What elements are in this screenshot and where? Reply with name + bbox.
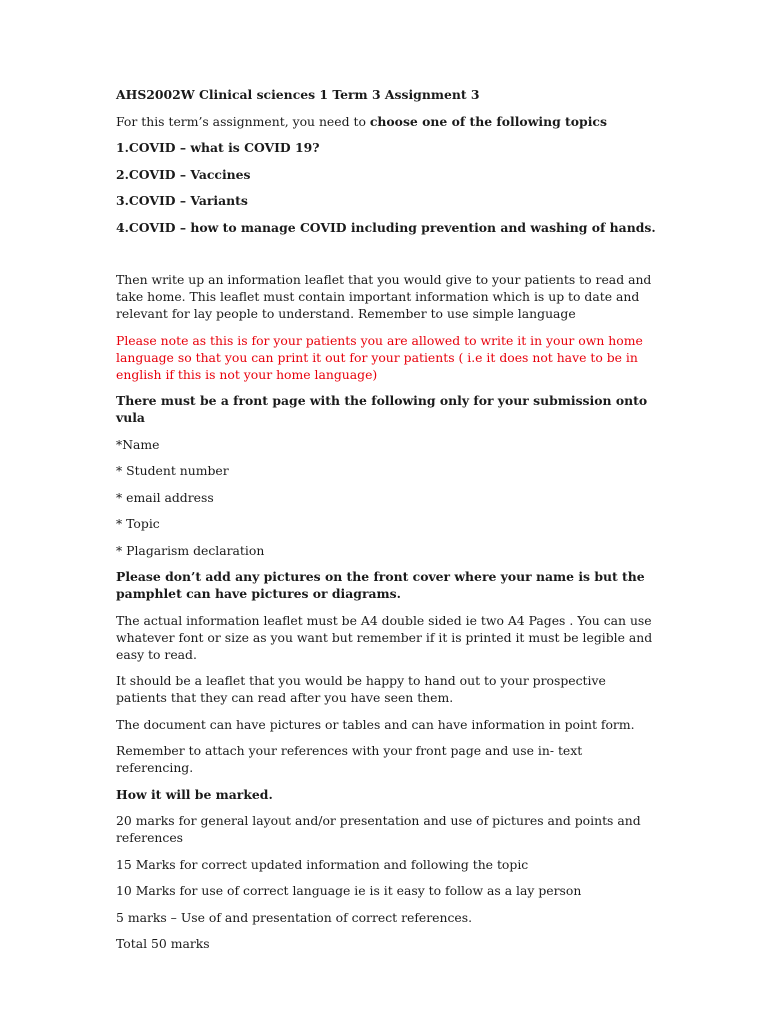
marking-item: 20 marks for general layout and/or presentation and use of pictures and points and references bbox=[116, 813, 641, 845]
format-note: The actual information leaflet must be A4 double sided ie two A4 Pages . You can use whatever font or size as you want but remember if it is printed it must be legible and easy to read. bbox=[116, 612, 653, 662]
document-page bbox=[116, 86, 656, 962]
intro-paragraph bbox=[116, 113, 656, 130]
references-note: Remember to attach your references with your front page and use in- text referencing. bbox=[116, 743, 583, 775]
topic-item: 2.COVID – Vaccines bbox=[116, 166, 251, 182]
pictures-note: Please don’t add any pictures on the front cover where your name is but the pamphlet can have pictures or diagrams. bbox=[116, 569, 645, 601]
document-title: AHS2002W Clinical sciences 1 Term 3 Assignment 3 bbox=[116, 87, 480, 102]
topic-item: 3.COVID – Variants bbox=[116, 193, 248, 208]
front-page-item: *Name bbox=[116, 436, 160, 452]
total-marks: Total 50 marks bbox=[116, 936, 210, 951]
leaflet-instructions: Then write up an information leaflet that you would give to your patients to read and take home. This leaflet must contain important information which is up to date and relevant for lay people to understand. Remember to use simple language bbox=[116, 272, 652, 321]
marking-item: 15 Marks for correct updated information and following the topic bbox=[116, 856, 529, 872]
marking-item: 5 marks – Use of and presentation of correct references. bbox=[116, 909, 473, 925]
front-page-heading: There must be a front page with the following only for your submission onto vula bbox=[116, 393, 648, 425]
content-note: The document can have pictures or tables and can have information in point form. bbox=[116, 716, 635, 732]
topic-item: 4.COVID – how to manage COVID including prevention and washing of hands. bbox=[116, 219, 656, 235]
topic-item: 1.COVID – what is COVID 19? bbox=[116, 140, 320, 155]
intro-text: For this term’s assignment, you need to bbox=[116, 113, 370, 129]
front-page-item: * Student number bbox=[116, 463, 229, 478]
marking-item: 10 Marks for use of correct language ie is it easy to follow as a lay person bbox=[116, 883, 582, 898]
language-note: Please note as this is for your patients you are allowed to write it in your own home language so that you can print it out for your patients ( i.e it does not have to be in english if this is not your home language) bbox=[116, 332, 643, 382]
intro-emphasis: choose one of the following topics bbox=[369, 113, 607, 129]
front-page-item: * Topic bbox=[116, 516, 160, 531]
front-page-item: * Plagarism declaration bbox=[116, 542, 265, 558]
marking-heading: How it will be marked. bbox=[116, 786, 273, 802]
blank-line bbox=[116, 245, 656, 271]
handout-note: It should be a leaflet that you would be happy to hand out to your prospective patients that they can read after you have seen them. bbox=[116, 673, 606, 705]
front-page-item: * email address bbox=[116, 489, 214, 505]
